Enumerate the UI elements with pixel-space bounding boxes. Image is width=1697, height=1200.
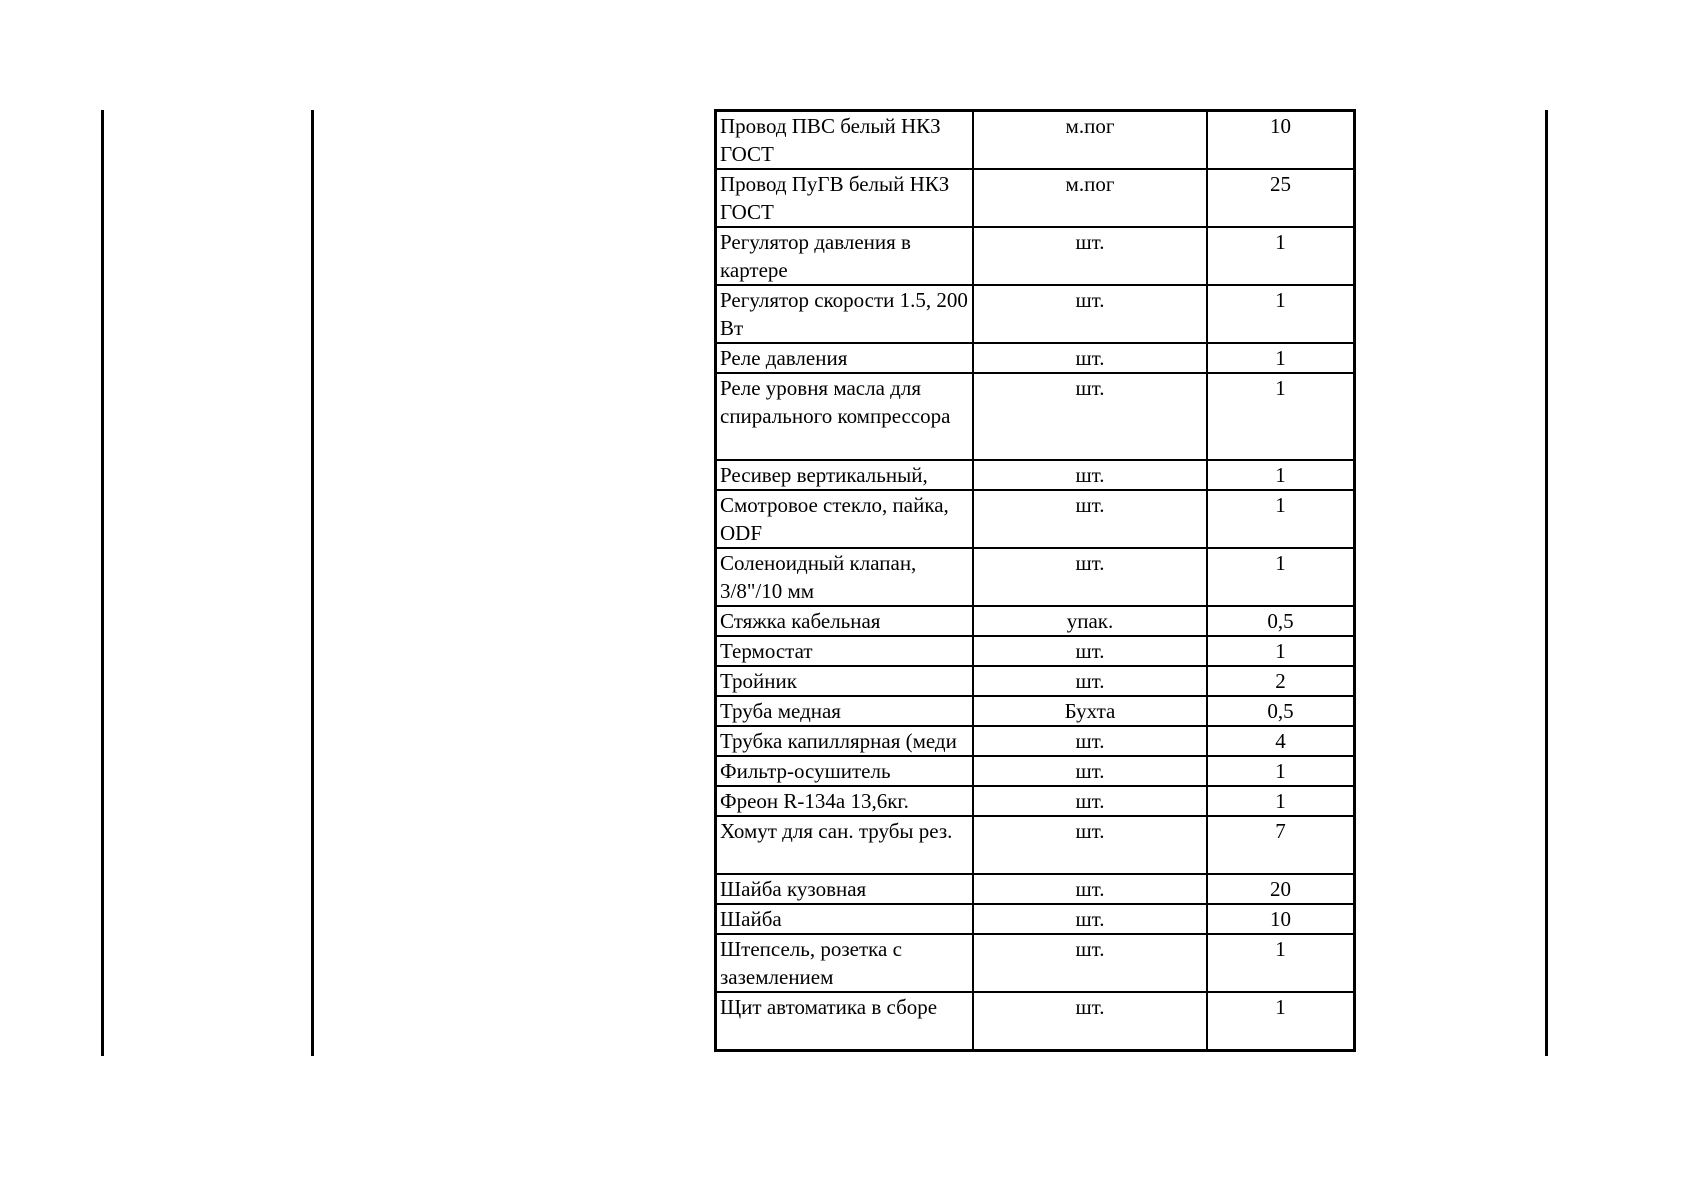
item-unit-cell: упак.: [973, 606, 1207, 636]
item-quantity-cell: 0,5: [1207, 696, 1355, 726]
table-row: [716, 874, 1355, 904]
item-quantity-cell: 1: [1207, 490, 1355, 548]
item-name-cell: Реле уровня масла для спирального компрессора: [716, 373, 974, 460]
table-row: [716, 285, 1355, 343]
item-unit-cell: Бухта: [973, 696, 1207, 726]
column-divider-line: [311, 110, 314, 1056]
item-quantity-cell: 1: [1207, 373, 1355, 460]
item-quantity-cell: 1: [1207, 934, 1355, 992]
item-unit-cell: шт.: [973, 227, 1207, 285]
table-row: [716, 934, 1355, 992]
item-unit-cell: шт.: [973, 666, 1207, 696]
item-name-cell: Тройник: [716, 666, 974, 696]
table-row: [716, 490, 1355, 548]
item-quantity-cell: 1: [1207, 227, 1355, 285]
table-row: [716, 992, 1355, 1051]
item-unit-cell: шт.: [973, 934, 1207, 992]
item-quantity-cell: 1: [1207, 756, 1355, 786]
item-name-cell: Реле давления: [716, 343, 974, 373]
table-row: [716, 460, 1355, 490]
item-quantity-cell: 1: [1207, 636, 1355, 666]
item-quantity-cell: 10: [1207, 111, 1355, 170]
item-quantity-cell: 10: [1207, 904, 1355, 934]
item-quantity-cell: 1: [1207, 992, 1355, 1051]
table-row: [716, 548, 1355, 606]
right-margin-line: [1545, 110, 1548, 1056]
item-unit-cell: шт.: [973, 786, 1207, 816]
item-unit-cell: шт.: [973, 636, 1207, 666]
table-row: [716, 636, 1355, 666]
table-row: [716, 343, 1355, 373]
table-row: [716, 606, 1355, 636]
item-unit-cell: шт.: [973, 874, 1207, 904]
item-quantity-cell: 1: [1207, 285, 1355, 343]
table-row: [716, 786, 1355, 816]
item-name-cell: Штепсель, розетка с заземлением: [716, 934, 974, 992]
table-row: [716, 373, 1355, 460]
item-unit-cell: шт.: [973, 904, 1207, 934]
table-row: [716, 904, 1355, 934]
item-name-cell: Провод ПуГВ белый НКЗ ГОСТ: [716, 169, 974, 227]
item-name-cell: Провод ПВС белый НКЗ ГОСТ: [716, 111, 974, 170]
item-name-cell: Хомут для сан. трубы рез.: [716, 816, 974, 874]
item-name-cell: Труба медная: [716, 696, 974, 726]
table-row: [716, 816, 1355, 874]
item-name-cell: Ресивер вертикальный,: [716, 460, 974, 490]
item-quantity-cell: 1: [1207, 548, 1355, 606]
item-unit-cell: шт.: [973, 373, 1207, 460]
item-unit-cell: шт.: [973, 343, 1207, 373]
item-unit-cell: шт.: [973, 816, 1207, 874]
materials-table-body: [716, 111, 1355, 1051]
item-name-cell: Соленоидный клапан, 3/8"/10 мм: [716, 548, 974, 606]
table-row: [716, 227, 1355, 285]
item-name-cell: Щит автоматика в сборе: [716, 992, 974, 1051]
item-name-cell: Стяжка кабельная: [716, 606, 974, 636]
item-name-cell: Шайба кузовная: [716, 874, 974, 904]
item-quantity-cell: 1: [1207, 786, 1355, 816]
table-row: [716, 726, 1355, 756]
item-unit-cell: шт.: [973, 548, 1207, 606]
item-unit-cell: м.пог: [973, 169, 1207, 227]
table-row: [716, 696, 1355, 726]
item-unit-cell: м.пог: [973, 111, 1207, 170]
left-margin-line: [101, 110, 104, 1056]
item-name-cell: Фильтр-осушитель: [716, 756, 974, 786]
item-name-cell: Фреон R-134a 13,6кг.: [716, 786, 974, 816]
materials-table: [714, 109, 1356, 1052]
item-name-cell: Смотровое стекло, пайка, ODF: [716, 490, 974, 548]
table-row: [716, 169, 1355, 227]
item-quantity-cell: 1: [1207, 343, 1355, 373]
item-quantity-cell: 7: [1207, 816, 1355, 874]
table-row: [716, 666, 1355, 696]
item-quantity-cell: 4: [1207, 726, 1355, 756]
item-name-cell: Регулятор скорости 1.5, 200 Вт: [716, 285, 974, 343]
item-name-cell: Регулятор давления в картере: [716, 227, 974, 285]
item-unit-cell: шт.: [973, 756, 1207, 786]
table-row: [716, 756, 1355, 786]
item-unit-cell: шт.: [973, 726, 1207, 756]
table-row: [716, 111, 1355, 170]
item-name-cell: Трубка капиллярная (меди: [716, 726, 974, 756]
item-unit-cell: шт.: [973, 285, 1207, 343]
item-unit-cell: шт.: [973, 992, 1207, 1051]
item-quantity-cell: 25: [1207, 169, 1355, 227]
item-quantity-cell: 20: [1207, 874, 1355, 904]
item-quantity-cell: 0,5: [1207, 606, 1355, 636]
item-quantity-cell: 2: [1207, 666, 1355, 696]
item-unit-cell: шт.: [973, 460, 1207, 490]
item-name-cell: Термостат: [716, 636, 974, 666]
item-quantity-cell: 1: [1207, 460, 1355, 490]
item-name-cell: Шайба: [716, 904, 974, 934]
item-unit-cell: шт.: [973, 490, 1207, 548]
